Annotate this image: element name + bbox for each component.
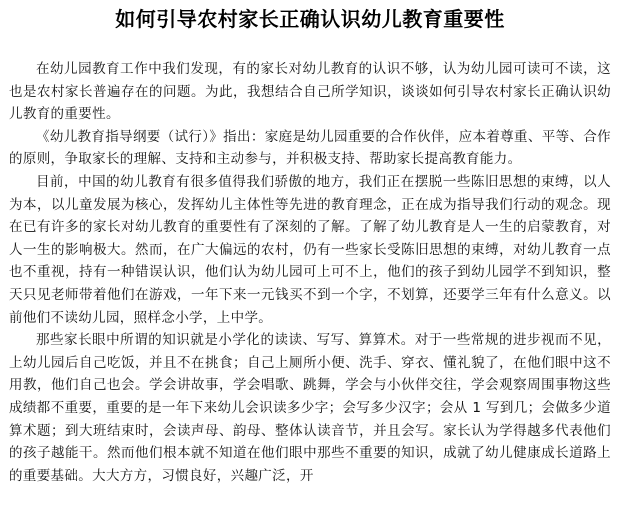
paragraph: 目前，中国的幼儿教育有很多值得我们骄傲的地方，我们正在摆脱一些陈旧思想的束缚，以人为本，以儿童发展为核心，发挥幼儿主体性等先进的教育理念，正在成为指导我们行动的观念。现在已有许多的家长对幼儿教育的重要性有了深刻的了解。了解了幼儿教育是人一生的启蒙教育，对人一生的影响极大。然而，在广大偏远的农村，仍有一些家长受陈旧思想的束缚，对幼儿教育一点也不重视，持有一种错误认识，他们认为幼儿园可上可不上，他们的孩子到幼儿园学不到知识，整天只见老师带着他们在游戏，一年下来一元钱买不到一个字，不划算，还要学三年有什么意义。以前他们不读幼儿园，照样念小学，上中学。	[9, 173, 611, 326]
paragraph: 那些家长眼中所谓的知识就是小学化的读读、写写、算算术。对于一些常规的进步视而不见，上幼儿园后自己吃饭，并且不在挑食；自己上厕所小便、洗手、穿衣、懂礼貌了，在他们眼中这不用教，他们自己也会。学会讲故事，学会唱歌、跳舞，学会与小伙伴交往，学会观察周围事物这些成绩都不重要，重要的是一年下来幼儿会识读多少字；会写多少汉字；会从 1 写到几；会做多少道算术题；到大班结束时，会读声母、韵母、整体认读音节，并且会写。家长认为学得越多代表他们的孩子越能干。然而他们根本就不知道在他们眼中那些不重要的知识，成就了幼儿健康成长道路上的重要基础。大大方方，习惯良好，兴趣广泛，开	[9, 332, 611, 484]
paragraph: 在幼儿园教育工作中我们发现，有的家长对幼儿教育的认识不够，认为幼儿园可读可不读，这也是农村家长普遍存在的问题。为此，我想结合自己所学知识，谈谈如何引导农村家长正确认识幼儿教育的重要性。	[9, 61, 611, 123]
paragraph: 《幼儿教育指导纲要（试行）》指出：家庭是幼儿园重要的合作伙伴，应本着尊重、平等、合作的原则，争取家长的理解、支持和主动参与，并积极支持、帮助家长提高教育能力。	[9, 128, 611, 168]
document-title: 如何引导农村家长正确认识幼儿教育重要性	[115, 7, 505, 31]
document-body	[9, 58, 611, 487]
